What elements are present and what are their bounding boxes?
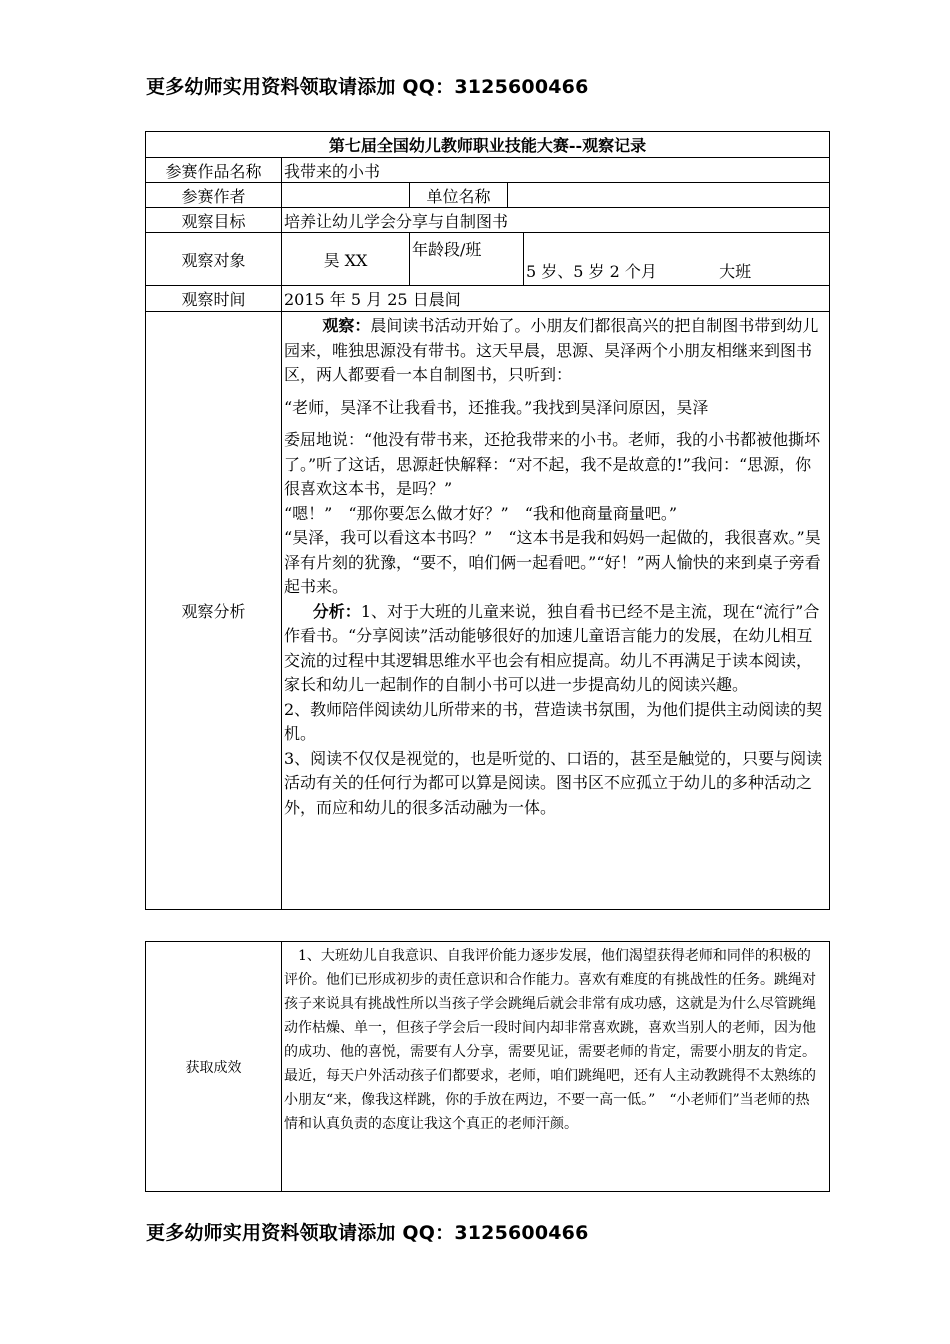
unit-label: 单位名称	[410, 183, 508, 208]
work-name-label: 参赛作品名称	[146, 158, 282, 183]
class-value: 大班	[719, 262, 752, 281]
observe-heading: 观察：	[322, 316, 371, 335]
analysis-heading: 分析：	[312, 601, 361, 621]
age-label: 年龄段/班	[410, 233, 524, 286]
subject-label: 观察对象	[146, 233, 282, 286]
analysis-paragraph-2: 2、教师陪伴阅读幼儿所带来的书，营造读书氛围，为他们提供主动阅读的契机。	[284, 699, 823, 743]
analysis-paragraph-1: 1、对于大班的儿童来说，独自看书已经不是主流，现在“流行”合作看书。“分享阅读”活动能够很好的加速儿童语言能力的发展，在幼儿相互交流的过程中其逻辑思维水平也会有相应提高。幼儿不再满足于读本阅读，家长和幼儿一起制作的自制小书可以进一步提高幼儿的阅读兴趣。	[284, 601, 820, 694]
time-value: 2015 年 5 月 25 日晨间	[282, 286, 830, 312]
analysis-content	[282, 312, 830, 910]
result-paragraph: 1、大班幼儿自我意识、自我评价能力逐步发展，他们渴望获得老师和同伴的积极的评价。他们已形成初步的责任意识和合作能力。喜欢有难度的有挑战性的任务。跳绳对孩子来说具有挑战性所以当孩子学会跳绳后就会非常有成功感，这就是为什么尽管跳绳动作枯燥、单一，但孩子学会后一段时间内却非常喜欢跳，喜欢当别人的老师，因为他的成功、他的喜悦，需要有人分享，需要见证，需要老师的肯定，需要小朋友的肯定。最近，每天户外活动孩子们都要求，老师，咱们跳绳吧，还有人主动教跳得不太熟练的小朋友“来，像我这样跳，你的手放在两边，不要一高一低。” “小老师们”当老师的热情和认真负责的态度让我这个真正的老师汗颜。	[284, 948, 816, 1132]
result-text	[282, 942, 830, 1192]
age-value: 5 岁、5 岁 2 个月	[526, 262, 657, 281]
author-value	[282, 183, 410, 208]
goal-value: 培养让幼儿学会分享与自制图书	[282, 208, 830, 233]
analysis-paragraph-3: 3、阅读不仅仅是视觉的，也是听觉的、口语的，甚至是触觉的，只要与阅读活动有关的任何行为都可以算是阅读。图书区不应孤立于幼儿的多种活动之外，而应和幼儿的很多活动融为一体。	[284, 748, 823, 817]
observe-paragraph-3: 委屈地说：“他没有带书来，还抢我带来的小书。老师，我的小书都被他撕坏了。”听了这话，思源赶快解释：“对不起，我不是故意的!”我问：“思源，你很喜欢这本书，是吗？”	[284, 430, 821, 498]
observe-paragraph-2: “老师，昊泽不让我看书，还推我。”我找到昊泽问原因，昊泽	[284, 397, 709, 417]
observe-paragraph-4: “嗯！” “那你要怎么做才好？” “我和他商量商量吧。”	[284, 503, 678, 523]
unit-value	[508, 183, 830, 208]
observation-record-table	[145, 131, 830, 910]
observe-paragraph-1: 晨间读书活动开始了。小朋友们都很高兴的把自制图书带到幼儿园来，唯独思源没有带书。这天早晨，思源、昊泽两个小朋友相继来到图书区，两人都要看一本自制图书，只听到：	[284, 316, 819, 384]
promo-footer: 更多幼师实用资料领取请添加 QQ：3125600466	[146, 1222, 589, 1244]
goal-label: 观察目标	[146, 208, 282, 233]
result-label: 获取成效	[146, 942, 282, 1192]
result-table	[145, 941, 830, 1192]
work-name-value: 我带来的小书	[282, 158, 830, 183]
age-class-cell	[524, 233, 830, 286]
promo-header: 更多幼师实用资料领取请添加 QQ：3125600466	[146, 76, 589, 98]
author-label: 参赛作者	[146, 183, 282, 208]
analysis-label: 观察分析	[146, 312, 282, 910]
subject-value: 昊 XX	[282, 233, 410, 286]
observe-paragraph-5: “昊泽，我可以看这本书吗？” “这本书是我和妈妈一起做的，我很喜欢。”昊泽有片刻的犹豫，“要不，咱们俩一起看吧。”“好！”两人愉快的来到桌子旁看起书来。	[284, 528, 821, 596]
record-title: 第七届全国幼儿教师职业技能大赛--观察记录	[146, 132, 830, 158]
time-label: 观察时间	[146, 286, 282, 312]
